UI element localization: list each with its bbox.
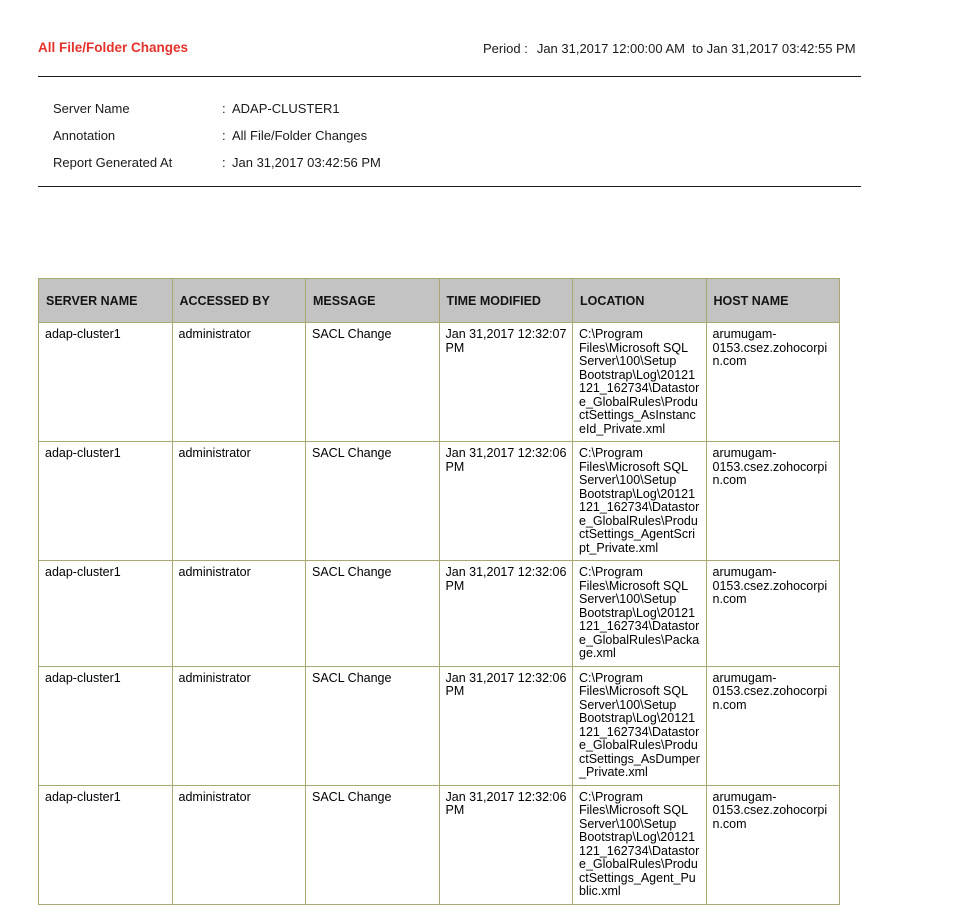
divider-top (38, 76, 861, 77)
divider-bottom (38, 186, 861, 187)
cell-server-name: adap-cluster1 (39, 666, 173, 785)
cell-server-name: adap-cluster1 (39, 442, 173, 561)
cell-time-modified: Jan 31,2017 12:32:06 PM (439, 785, 573, 904)
cell-accessed-by: administrator (172, 666, 306, 785)
meta-separator: : (222, 128, 226, 143)
cell-host-name: arumugam-0153.csez.zohocorpin.com (706, 323, 840, 442)
meta-label: Server Name (53, 101, 130, 116)
column-header-location: LOCATION (573, 279, 707, 323)
meta-label: Annotation (53, 128, 116, 143)
table-row (39, 666, 840, 785)
cell-time-modified: Jan 31,2017 12:32:06 PM (439, 561, 573, 667)
table-row (39, 785, 840, 904)
cell-host-name: arumugam-0153.csez.zohocorpin.com (706, 442, 840, 561)
column-header-server-name: SERVER NAME (39, 279, 173, 323)
column-header-time-modified: TIME MODIFIED (439, 279, 573, 323)
meta-row-generated-at (53, 156, 753, 169)
cell-server-name: adap-cluster1 (39, 323, 173, 442)
table-header-row (39, 279, 840, 323)
cell-server-name: adap-cluster1 (39, 785, 173, 904)
meta-value: ADAP-CLUSTER1 (232, 101, 340, 116)
column-header-message: MESSAGE (306, 279, 440, 323)
cell-time-modified: Jan 31,2017 12:32:07 PM (439, 323, 573, 442)
period-label: Period : (483, 41, 528, 56)
cell-message: SACL Change (306, 323, 440, 442)
meta-value: All File/Folder Changes (232, 128, 368, 143)
cell-accessed-by: administrator (172, 323, 306, 442)
cell-location: C:\Program Files\Microsoft SQL Server\100\Setup Bootstrap\Log\20121121_162734\Datastore_GlobalRules\ProductSettings_AgentScript_Private.xml (573, 442, 707, 561)
cell-time-modified: Jan 31,2017 12:32:06 PM (439, 442, 573, 561)
table-row (39, 561, 840, 667)
meta-value: Jan 31,2017 03:42:56 PM (232, 155, 381, 170)
table-row (39, 323, 840, 442)
period-value: Jan 31,2017 12:00:00 AM to Jan 31,2017 03:42:55 PM (536, 41, 856, 56)
cell-accessed-by: administrator (172, 785, 306, 904)
cell-message: SACL Change (306, 785, 440, 904)
cell-location: C:\Program Files\Microsoft SQL Server\100\Setup Bootstrap\Log\20121121_162734\Datastore_GlobalRules\ProductSettings_AsInstanceId_Private.xml (573, 323, 707, 442)
column-header-accessed-by: ACCESSED BY (172, 279, 306, 323)
report-meta (53, 102, 753, 183)
cell-host-name: arumugam-0153.csez.zohocorpin.com (706, 785, 840, 904)
meta-row-server-name (53, 102, 753, 115)
meta-label: Report Generated At (53, 155, 173, 170)
cell-message: SACL Change (306, 666, 440, 785)
column-header-host-name: HOST NAME (706, 279, 840, 323)
cell-location: C:\Program Files\Microsoft SQL Server\100\Setup Bootstrap\Log\20121121_162734\Datastore_GlobalRules\ProductSettings_AsDumper_Private.xml (573, 666, 707, 785)
cell-location: C:\Program Files\Microsoft SQL Server\100\Setup Bootstrap\Log\20121121_162734\Datastore_GlobalRules\Package.xml (573, 561, 707, 667)
table-row (39, 442, 840, 561)
report-period (483, 41, 856, 56)
cell-host-name: arumugam-0153.csez.zohocorpin.com (706, 666, 840, 785)
report-table-container (38, 278, 840, 905)
report-table (38, 278, 840, 905)
cell-message: SACL Change (306, 561, 440, 667)
cell-server-name: adap-cluster1 (39, 561, 173, 667)
cell-accessed-by: administrator (172, 561, 306, 667)
meta-row-annotation (53, 129, 753, 142)
cell-message: SACL Change (306, 442, 440, 561)
meta-separator: : (222, 155, 226, 170)
cell-accessed-by: administrator (172, 442, 306, 561)
cell-location: C:\Program Files\Microsoft SQL Server\100\Setup Bootstrap\Log\20121121_162734\Datastore_GlobalRules\ProductSettings_Agent_Public.xml (573, 785, 707, 904)
cell-host-name: arumugam-0153.csez.zohocorpin.com (706, 561, 840, 667)
cell-time-modified: Jan 31,2017 12:32:06 PM (439, 666, 573, 785)
page-title: All File/Folder Changes (38, 40, 189, 55)
meta-separator: : (222, 101, 226, 116)
